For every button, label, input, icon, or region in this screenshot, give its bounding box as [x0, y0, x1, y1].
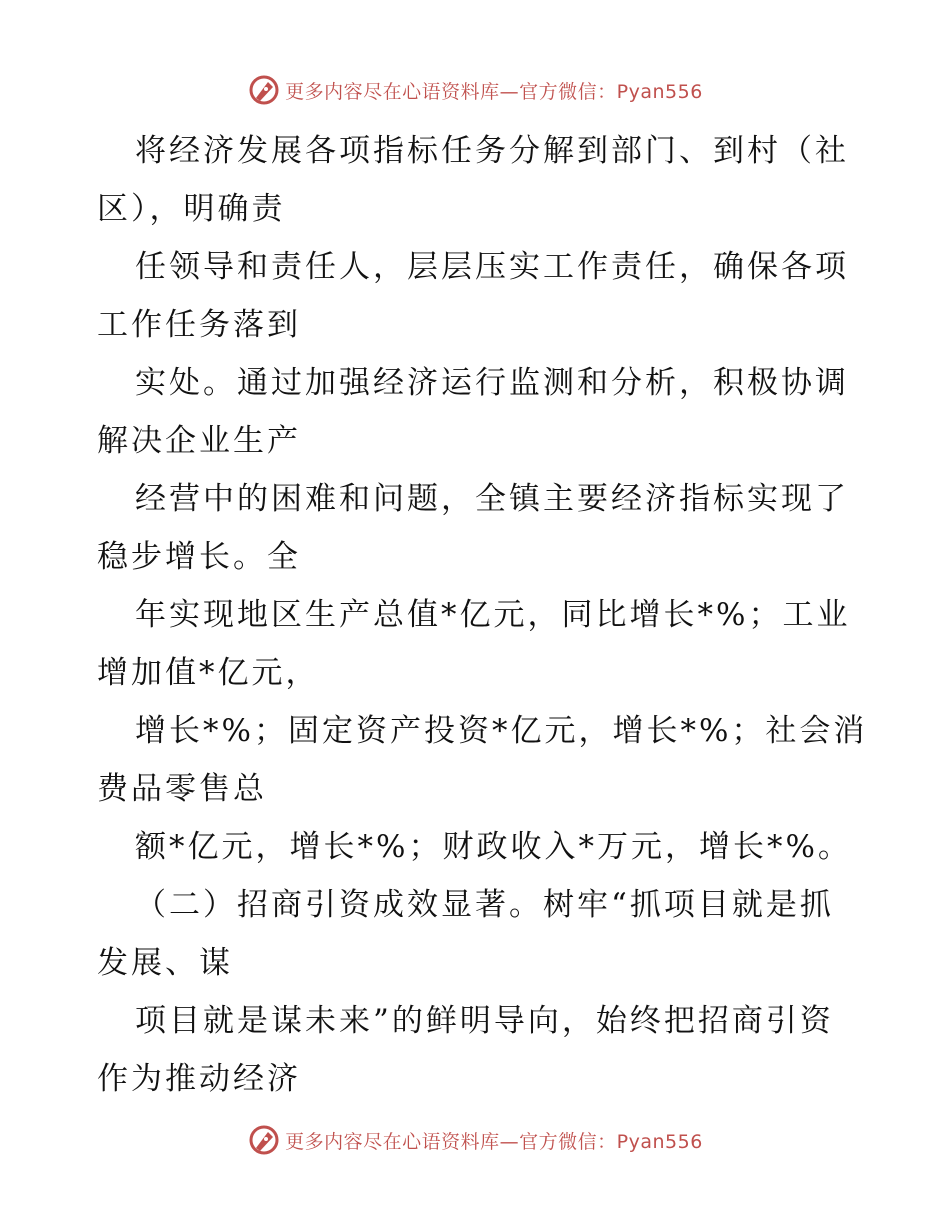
paragraph-line: 项目就是谋未来”的鲜明导向，始终把招商引资 — [135, 1003, 834, 1039]
paragraph-line: 经营中的困难和问题，全镇主要经济指标实现了 — [135, 481, 849, 517]
paragraph-line: 实处。通过加强经济运行监测和分析，积极协调 — [135, 365, 849, 401]
paragraph-line: 年实现地区生产总值*亿元，同比增长*%；工业 — [135, 597, 851, 633]
footer-watermark — [0, 1122, 950, 1158]
paragraph-line: 增加值*亿元， — [97, 655, 320, 691]
paragraph-line: 工作任务落到 — [97, 307, 301, 343]
watermark-text: 更多内容尽在心语资料库—官方微信：Pyan556 — [285, 80, 703, 103]
paragraph-line: 将经济发展各项指标任务分解到部门、到村（社 — [135, 133, 849, 169]
paragraph-line: 发展、谋 — [97, 945, 233, 981]
watermark-text: 更多内容尽在心语资料库—官方微信：Pyan556 — [285, 1130, 703, 1153]
paragraph-line: 解决企业生产 — [97, 423, 301, 459]
pen-nib-logo-icon — [247, 73, 281, 107]
paragraph-line: 作为推动经济 — [97, 1061, 301, 1097]
paragraph-line: 增长*%；固定资产投资*亿元，增长*%；社会消 — [135, 713, 868, 749]
section-heading-line: （二）招商引资成效显著。树牢“抓项目就是抓 — [135, 887, 834, 923]
header-watermark — [0, 72, 950, 108]
pen-nib-logo-icon — [247, 1123, 281, 1157]
document-body — [97, 122, 868, 1108]
paragraph-line: 额*亿元，增长*%；财政收入*万元，增长*%。 — [135, 829, 852, 865]
paragraph-line: 任领导和责任人，层层压实工作责任，确保各项 — [135, 249, 849, 285]
paragraph-line: 区），明确责 — [97, 191, 286, 227]
paragraph-line: 费品零售总 — [97, 771, 267, 807]
paragraph-line: 稳步增长。全 — [97, 539, 301, 575]
